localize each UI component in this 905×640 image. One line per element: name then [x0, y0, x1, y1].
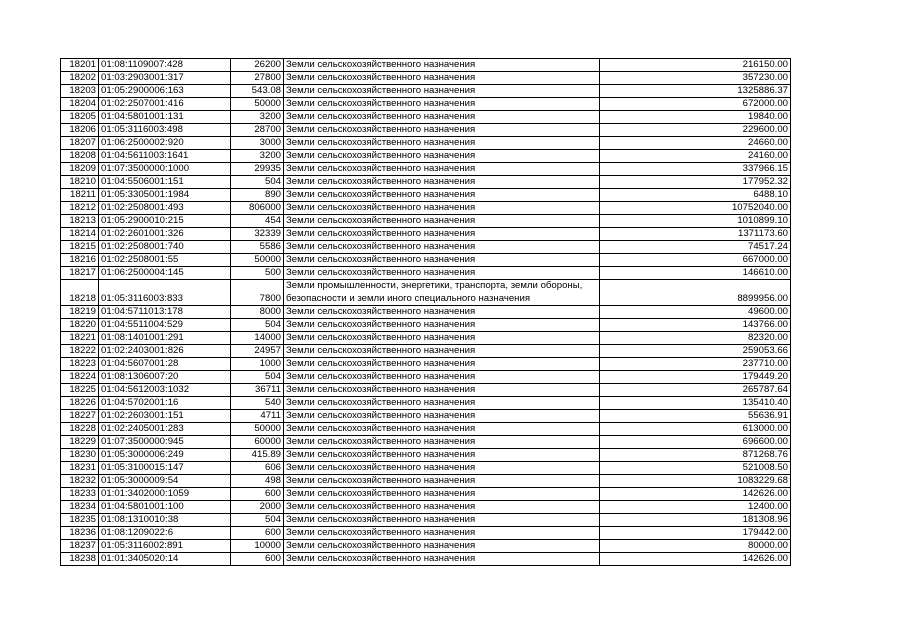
land-category-cell: Земли сельскохозяйственного назначения [284, 137, 600, 150]
area-cell: 504 [231, 176, 284, 189]
row-number-cell: 18208 [61, 150, 99, 163]
cadastral-value-cell: 216150.00 [600, 59, 791, 72]
cadastral-number-cell: 01:04:5611003:1641 [99, 150, 231, 163]
area-cell: 26200 [231, 59, 284, 72]
land-category-cell: Земли сельскохозяйственного назначения [284, 98, 600, 111]
land-category-cell: Земли сельскохозяйственного назначения [284, 267, 600, 280]
cadastral-number-cell: 01:05:3116003:833 [99, 280, 231, 306]
table-row [61, 527, 791, 540]
table-row [61, 215, 791, 228]
area-cell: 504 [231, 371, 284, 384]
cadastral-value-cell: 871268.76 [600, 449, 791, 462]
table-row [61, 553, 791, 566]
table-row [61, 176, 791, 189]
cadastral-value-cell: 146610.00 [600, 267, 791, 280]
row-number-cell: 18226 [61, 397, 99, 410]
row-number-cell: 18222 [61, 345, 99, 358]
cadastral-value-cell: 1083229.68 [600, 475, 791, 488]
land-category-cell: Земли сельскохозяйственного назначения [284, 124, 600, 137]
cadastral-number-cell: 01:08:1109007:428 [99, 59, 231, 72]
area-cell: 504 [231, 319, 284, 332]
table-row [61, 189, 791, 202]
row-number-cell: 18231 [61, 462, 99, 475]
land-category-cell: Земли сельскохозяйственного назначения [284, 553, 600, 566]
cadastral-number-cell: 01:02:2508001:55 [99, 254, 231, 267]
area-cell: 600 [231, 553, 284, 566]
cadastral-number-cell: 01:05:2900006:163 [99, 85, 231, 98]
table-row [61, 475, 791, 488]
row-number-cell: 18212 [61, 202, 99, 215]
area-cell: 600 [231, 488, 284, 501]
area-cell: 24957 [231, 345, 284, 358]
land-category-cell: Земли сельскохозяйственного назначения [284, 397, 600, 410]
area-cell: 8000 [231, 306, 284, 319]
land-category-cell: Земли сельскохозяйственного назначения [284, 85, 600, 98]
row-number-cell: 18211 [61, 189, 99, 202]
land-category-cell: Земли сельскохозяйственного назначения [284, 514, 600, 527]
cadastral-number-cell: 01:08:1306007:20 [99, 371, 231, 384]
table-row [61, 449, 791, 462]
cadastral-number-cell: 01:02:2508001:493 [99, 202, 231, 215]
row-number-cell: 18229 [61, 436, 99, 449]
cadastral-value-cell: 82320.00 [600, 332, 791, 345]
land-category-cell: Земли сельскохозяйственного назначения [284, 228, 600, 241]
table-row [61, 150, 791, 163]
land-category-cell: Земли сельскохозяйственного назначения [284, 410, 600, 423]
row-number-cell: 18209 [61, 163, 99, 176]
area-cell: 543.08 [231, 85, 284, 98]
area-cell: 606 [231, 462, 284, 475]
cadastral-number-cell: 01:01:3405020:14 [99, 553, 231, 566]
cadastral-value-cell: 24660.00 [600, 137, 791, 150]
area-cell: 14000 [231, 332, 284, 345]
area-cell: 50000 [231, 98, 284, 111]
cadastral-number-cell: 01:07:3500000:945 [99, 436, 231, 449]
area-cell: 806000 [231, 202, 284, 215]
cadastral-value-cell: 74517.24 [600, 241, 791, 254]
cadastral-value-cell: 1371173.60 [600, 228, 791, 241]
land-category-cell: Земли сельскохозяйственного назначения [284, 306, 600, 319]
table-row [61, 384, 791, 397]
row-number-cell: 18214 [61, 228, 99, 241]
row-number-cell: 18223 [61, 358, 99, 371]
cadastral-number-cell: 01:06:2500004:145 [99, 267, 231, 280]
land-category-cell: Земли сельскохозяйственного назначения [284, 59, 600, 72]
table-row [61, 267, 791, 280]
area-cell: 498 [231, 475, 284, 488]
table-row [61, 423, 791, 436]
cadastral-value-cell: 49600.00 [600, 306, 791, 319]
area-cell: 4711 [231, 410, 284, 423]
cadastral-value-cell: 1010899.10 [600, 215, 791, 228]
land-category-cell: Земли промышленности, энергетики, транспорта, земли обороны, безопасности и земли иного специального назначения [284, 280, 600, 306]
row-number-cell: 18221 [61, 332, 99, 345]
cadastral-number-cell: 01:02:2601001:326 [99, 228, 231, 241]
land-category-cell: Земли сельскохозяйственного назначения [284, 150, 600, 163]
cadastral-value-cell: 237710.00 [600, 358, 791, 371]
row-number-cell: 18232 [61, 475, 99, 488]
table-row [61, 280, 791, 306]
cadastral-value-cell: 521008.50 [600, 462, 791, 475]
table-row [61, 202, 791, 215]
row-number-cell: 18217 [61, 267, 99, 280]
cadastral-value-cell: 55636.91 [600, 410, 791, 423]
table-row [61, 59, 791, 72]
cadastral-number-cell: 01:04:5506001:151 [99, 176, 231, 189]
land-category-cell: Земли сельскохозяйственного назначения [284, 475, 600, 488]
land-category-cell: Земли сельскохозяйственного назначения [284, 423, 600, 436]
area-cell: 415.89 [231, 449, 284, 462]
row-number-cell: 18233 [61, 488, 99, 501]
land-category-cell: Земли сельскохозяйственного назначения [284, 202, 600, 215]
cadastral-value-cell: 177952.32 [600, 176, 791, 189]
area-cell: 36711 [231, 384, 284, 397]
area-cell: 32339 [231, 228, 284, 241]
cadastral-value-cell: 672000.00 [600, 98, 791, 111]
table-body [61, 59, 791, 566]
cadastral-value-cell: 265787.64 [600, 384, 791, 397]
cadastral-number-cell: 01:05:3100015:147 [99, 462, 231, 475]
land-category-cell: Земли сельскохозяйственного назначения [284, 462, 600, 475]
cadastral-number-cell: 01:03:2903001:317 [99, 72, 231, 85]
table-row [61, 137, 791, 150]
cadastral-number-cell: 01:04:5511004:529 [99, 319, 231, 332]
cadastral-number-cell: 01:08:1310010:38 [99, 514, 231, 527]
cadastral-value-cell: 696600.00 [600, 436, 791, 449]
cadastral-value-cell: 10752040.00 [600, 202, 791, 215]
land-category-cell: Земли сельскохозяйственного назначения [284, 111, 600, 124]
land-category-cell: Земли сельскохозяйственного назначения [284, 241, 600, 254]
row-number-cell: 18201 [61, 59, 99, 72]
area-cell: 7800 [231, 280, 284, 306]
land-category-cell: Земли сельскохозяйственного назначения [284, 358, 600, 371]
cadastral-number-cell: 01:05:3116002:891 [99, 540, 231, 553]
row-number-cell: 18206 [61, 124, 99, 137]
cadastral-value-cell: 179442.00 [600, 527, 791, 540]
table-row [61, 319, 791, 332]
cadastral-value-cell: 142626.00 [600, 553, 791, 566]
cadastral-value-cell: 12400.00 [600, 501, 791, 514]
cadastral-value-cell: 135410.40 [600, 397, 791, 410]
land-category-cell: Земли сельскохозяйственного назначения [284, 449, 600, 462]
area-cell: 540 [231, 397, 284, 410]
table-row [61, 98, 791, 111]
row-number-cell: 18230 [61, 449, 99, 462]
cadastral-value-cell: 357230.00 [600, 72, 791, 85]
cadastral-number-cell: 01:02:2507001:416 [99, 98, 231, 111]
cadastral-number-cell: 01:01:3402000:1059 [99, 488, 231, 501]
row-number-cell: 18210 [61, 176, 99, 189]
land-category-cell: Земли сельскохозяйственного назначения [284, 345, 600, 358]
area-cell: 890 [231, 189, 284, 202]
cadastral-number-cell: 01:04:5711013:178 [99, 306, 231, 319]
land-category-cell: Земли сельскохозяйственного назначения [284, 501, 600, 514]
row-number-cell: 18235 [61, 514, 99, 527]
cadastral-number-cell: 01:02:2403001:826 [99, 345, 231, 358]
row-number-cell: 18202 [61, 72, 99, 85]
cadastral-number-cell: 01:06:2500002:920 [99, 137, 231, 150]
table-row [61, 254, 791, 267]
table-row [61, 462, 791, 475]
cadastral-value-cell: 24160.00 [600, 150, 791, 163]
table-row [61, 371, 791, 384]
cadastral-value-cell: 8899956.00 [600, 280, 791, 306]
cadastral-number-cell: 01:05:3000009:54 [99, 475, 231, 488]
land-category-cell: Земли сельскохозяйственного назначения [284, 527, 600, 540]
row-number-cell: 18220 [61, 319, 99, 332]
table-row [61, 163, 791, 176]
cadastral-value-cell: 143766.00 [600, 319, 791, 332]
cadastral-number-cell: 01:07:3500000:1000 [99, 163, 231, 176]
table-row [61, 241, 791, 254]
land-category-cell: Земли сельскохозяйственного назначения [284, 371, 600, 384]
area-cell: 3000 [231, 137, 284, 150]
row-number-cell: 18213 [61, 215, 99, 228]
table-row [61, 228, 791, 241]
area-cell: 500 [231, 267, 284, 280]
land-category-cell: Земли сельскохозяйственного назначения [284, 488, 600, 501]
table-row [61, 111, 791, 124]
land-category-cell: Земли сельскохозяйственного назначения [284, 540, 600, 553]
cadastral-number-cell: 01:02:2603001:151 [99, 410, 231, 423]
cadastral-number-cell: 01:05:3305001:1984 [99, 189, 231, 202]
land-plots-table [60, 58, 791, 566]
land-category-cell: Земли сельскохозяйственного назначения [284, 163, 600, 176]
table-row [61, 345, 791, 358]
row-number-cell: 18238 [61, 553, 99, 566]
row-number-cell: 18234 [61, 501, 99, 514]
table-row [61, 85, 791, 98]
table-row [61, 514, 791, 527]
table-row [61, 540, 791, 553]
row-number-cell: 18203 [61, 85, 99, 98]
row-number-cell: 18216 [61, 254, 99, 267]
area-cell: 600 [231, 527, 284, 540]
cadastral-value-cell: 1325886.37 [600, 85, 791, 98]
cadastral-number-cell: 01:04:5607001:28 [99, 358, 231, 371]
cadastral-number-cell: 01:04:5612003:1032 [99, 384, 231, 397]
cadastral-number-cell: 01:04:5702001:16 [99, 397, 231, 410]
row-number-cell: 18219 [61, 306, 99, 319]
cadastral-number-cell: 01:05:2900010:215 [99, 215, 231, 228]
cadastral-value-cell: 181308.96 [600, 514, 791, 527]
row-number-cell: 18227 [61, 410, 99, 423]
cadastral-value-cell: 337966.15 [600, 163, 791, 176]
land-category-cell: Земли сельскохозяйственного назначения [284, 332, 600, 345]
land-category-cell: Земли сельскохозяйственного назначения [284, 384, 600, 397]
cadastral-value-cell: 229600.00 [600, 124, 791, 137]
area-cell: 28700 [231, 124, 284, 137]
area-cell: 3200 [231, 150, 284, 163]
table-row [61, 436, 791, 449]
table-row [61, 410, 791, 423]
table-row [61, 358, 791, 371]
cadastral-value-cell: 667000.00 [600, 254, 791, 267]
row-number-cell: 18224 [61, 371, 99, 384]
area-cell: 50000 [231, 254, 284, 267]
table-row [61, 306, 791, 319]
cadastral-value-cell: 613000.00 [600, 423, 791, 436]
area-cell: 10000 [231, 540, 284, 553]
table-row [61, 488, 791, 501]
area-cell: 2000 [231, 501, 284, 514]
area-cell: 454 [231, 215, 284, 228]
cadastral-number-cell: 01:08:1401001:291 [99, 332, 231, 345]
cadastral-value-cell: 259053.66 [600, 345, 791, 358]
area-cell: 504 [231, 514, 284, 527]
cadastral-value-cell: 179449.20 [600, 371, 791, 384]
table-row [61, 332, 791, 345]
land-category-cell: Земли сельскохозяйственного назначения [284, 72, 600, 85]
cadastral-value-cell: 19840.00 [600, 111, 791, 124]
row-number-cell: 18215 [61, 241, 99, 254]
cadastral-number-cell: 01:02:2405001:283 [99, 423, 231, 436]
row-number-cell: 18237 [61, 540, 99, 553]
cadastral-number-cell: 01:02:2508001:740 [99, 241, 231, 254]
cadastral-value-cell: 80000.00 [600, 540, 791, 553]
area-cell: 60000 [231, 436, 284, 449]
land-category-cell: Земли сельскохозяйственного назначения [284, 189, 600, 202]
area-cell: 3200 [231, 111, 284, 124]
row-number-cell: 18228 [61, 423, 99, 436]
cadastral-number-cell: 01:08:1209022:6 [99, 527, 231, 540]
row-number-cell: 18236 [61, 527, 99, 540]
row-number-cell: 18207 [61, 137, 99, 150]
cadastral-number-cell: 01:05:3000006:249 [99, 449, 231, 462]
cadastral-value-cell: 142626.00 [600, 488, 791, 501]
land-category-cell: Земли сельскохозяйственного назначения [284, 436, 600, 449]
area-cell: 27800 [231, 72, 284, 85]
table-row [61, 124, 791, 137]
land-category-cell: Земли сельскохозяйственного назначения [284, 215, 600, 228]
land-category-cell: Земли сельскохозяйственного назначения [284, 176, 600, 189]
table-row [61, 501, 791, 514]
table-row [61, 72, 791, 85]
area-cell: 5586 [231, 241, 284, 254]
land-category-cell: Земли сельскохозяйственного назначения [284, 319, 600, 332]
cadastral-number-cell: 01:04:5801001:131 [99, 111, 231, 124]
table-row [61, 397, 791, 410]
area-cell: 29935 [231, 163, 284, 176]
row-number-cell: 18205 [61, 111, 99, 124]
area-cell: 1000 [231, 358, 284, 371]
area-cell: 50000 [231, 423, 284, 436]
cadastral-number-cell: 01:04:5801001:100 [99, 501, 231, 514]
land-category-cell: Земли сельскохозяйственного назначения [284, 254, 600, 267]
cadastral-number-cell: 01:05:3116003:498 [99, 124, 231, 137]
row-number-cell: 18225 [61, 384, 99, 397]
cadastral-value-cell: 6488.10 [600, 189, 791, 202]
row-number-cell: 18218 [61, 280, 99, 306]
row-number-cell: 18204 [61, 98, 99, 111]
